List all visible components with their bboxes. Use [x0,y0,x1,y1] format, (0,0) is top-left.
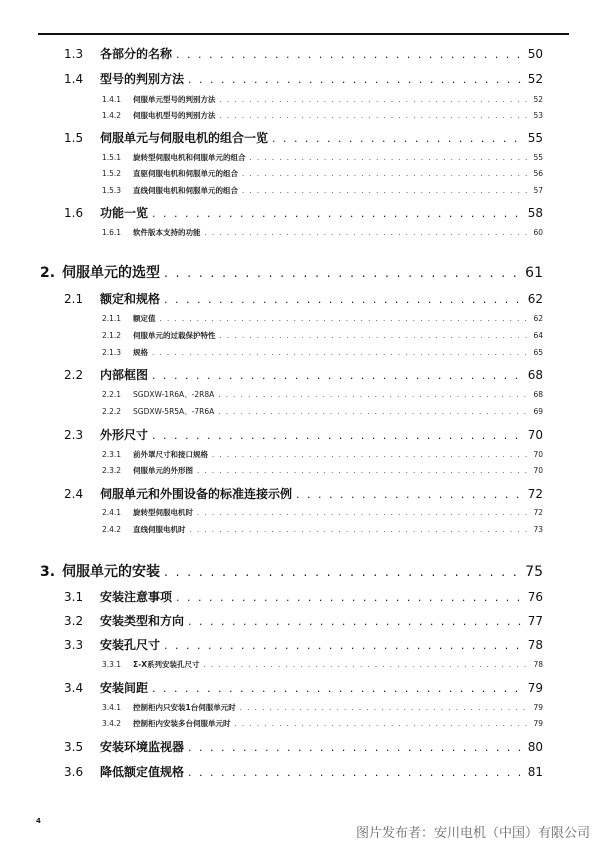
toc-leader [164,265,521,282]
toc-page: 52 [533,95,543,104]
toc-number: 3. [40,564,56,580]
toc-page: 81 [527,765,543,779]
toc-number: 3.3 [64,638,84,652]
toc-leader [164,638,524,653]
toc-title: SGDXW-1R6A、-2R8A [133,390,215,399]
toc-leader [205,228,530,238]
toc-leader [164,292,524,307]
toc-title: 安装类型和方向 [100,614,185,628]
toc-entry[interactable] [102,169,543,179]
toc-title: 额定值 [133,314,156,323]
toc-entry[interactable] [64,206,543,221]
toc-entry[interactable] [64,638,543,653]
toc-leader [152,681,524,696]
toc-number: 2.1.2 [102,331,122,340]
toc-page: 53 [533,111,543,120]
toc-entry[interactable] [102,111,543,121]
toc-leader [152,206,524,221]
toc-page: 70 [533,450,543,459]
toc-number: 2.1 [64,292,84,306]
toc-page: 68 [533,390,543,399]
toc-title: 安装孔尺寸 [100,638,161,652]
toc-leader [152,368,524,383]
toc-page: 55 [533,153,543,162]
toc-title: 伺服单元的过载保护特性 [133,331,216,340]
toc-title: 控制柜内只安装1台伺服单元时 [133,703,236,712]
toc-number: 2. [40,265,56,281]
toc-number: 3.4 [64,681,84,695]
toc-title: 旋转型伺服电机和伺服单元的组合 [133,153,246,162]
toc-title: 前外罩尺寸和接口规格 [133,450,208,459]
toc-page: 72 [533,508,543,517]
toc-entry[interactable] [102,95,543,105]
toc-title: 安装环境监视器 [100,740,185,754]
toc-page: 68 [527,368,543,382]
toc-entry[interactable] [64,614,543,629]
toc-number: 1.6.1 [102,228,122,237]
toc-title: 规格 [133,348,148,357]
toc-entry[interactable] [102,314,543,324]
toc-leader [197,466,529,476]
toc-title: 伺服单元的选型 [62,265,160,281]
toc-number: 3.4.1 [102,703,122,712]
toc-title: 控制柜内安装多台伺服单元时 [133,719,231,728]
toc-leader [220,111,530,121]
toc-entry[interactable] [102,508,543,518]
toc-title: 旋转型伺服电机时 [133,508,193,517]
toc-leader [188,72,524,87]
toc-page: 75 [525,564,543,580]
toc-title: 直线伺服电机时 [133,525,186,534]
toc-title: 功能一览 [100,206,149,220]
toc-number: 1.3 [64,47,84,61]
toc-number: 3.4.2 [102,719,122,728]
toc-entry[interactable] [102,466,543,476]
toc-number: 3.6 [64,765,84,779]
toc-leader [152,348,529,358]
toc-leader [272,131,524,146]
toc-title: 安装间距 [100,681,149,695]
page-number: 4 [36,817,41,825]
toc-number: 3.1 [64,590,84,604]
toc-page: 55 [527,131,543,145]
toc-page: 50 [527,47,543,61]
toc-page: 61 [525,265,543,281]
toc-number: 2.4 [64,487,84,501]
toc-page: 78 [527,638,543,652]
toc-entry[interactable] [102,186,543,196]
toc-number: 1.5.1 [102,153,122,162]
toc-title: 伺服单元的外形图 [133,466,193,475]
toc-number: 3.2 [64,614,84,628]
toc-entry[interactable] [102,390,543,400]
toc-entry[interactable] [102,525,543,535]
toc-entry[interactable] [64,765,543,780]
toc-number: 2.1.1 [102,314,122,323]
publisher-watermark: 图片发布者：安川电机（中国）有限公司 [355,826,590,841]
toc-leader [188,765,524,780]
toc-number: 2.4.2 [102,525,122,534]
toc-title: 内部框图 [100,368,149,382]
toc-leader [204,660,530,670]
toc-title: 直线伺服电机和伺服单元的组合 [133,186,238,195]
toc-entry[interactable] [64,292,543,307]
toc-title: 外形尺寸 [100,428,149,442]
toc-page: 56 [533,169,543,178]
toc-title: 伺服单元的安装 [62,564,160,580]
toc-leader [240,703,530,713]
toc-leader [220,95,530,105]
toc-title: 伺服单元和外围设备的标准连接示例 [100,487,293,501]
toc-entry[interactable] [102,703,543,713]
toc-title: 直驱伺服电机和伺服单元的组合 [133,169,238,178]
toc-entry[interactable] [64,72,543,87]
toc-page: 64 [533,331,543,340]
toc-page: 79 [533,719,543,728]
toc-number: 2.4.1 [102,508,122,517]
toc-page: 79 [533,703,543,712]
toc-page: 70 [527,428,543,442]
toc-entry[interactable] [64,740,543,755]
toc-title: SGDXW-5R5A、-7R6A [133,407,215,416]
toc-entry[interactable] [64,681,543,696]
toc-entry[interactable] [102,660,543,670]
toc-number: 1.4.1 [102,95,122,104]
toc-page: 77 [527,614,543,628]
toc-page: 78 [533,660,543,669]
toc-number: 1.5 [64,131,84,145]
toc-leader [164,564,521,581]
toc-title: 安装注意事项 [100,590,173,604]
toc-number: 3.5 [64,740,84,754]
toc-entry[interactable] [102,228,543,238]
toc-page: 60 [533,228,543,237]
toc-title: 软件版本支持的功能 [133,228,201,237]
toc-leader [197,508,529,518]
toc-number: 1.5.2 [102,169,122,178]
toc-entry[interactable] [64,47,543,62]
toc-title: 降低额定值规格 [100,765,185,779]
toc-entry[interactable] [64,487,543,502]
toc-leader [190,525,530,535]
toc-number: 2.2.1 [102,390,122,399]
toc-leader [220,331,530,341]
toc-title: 各部分的名称 [100,47,173,61]
toc-number: 2.2.2 [102,407,122,416]
toc-number: 1.4 [64,72,84,86]
toc-leader [218,390,529,400]
toc-title: 伺服单元型号的判别方法 [133,95,216,104]
toc-page: 62 [527,292,543,306]
toc-page: 62 [533,314,543,323]
toc-number: 1.4.2 [102,111,122,120]
toc-leader [160,314,530,324]
toc-leader [218,407,529,417]
toc-number: 2.3.1 [102,450,122,459]
toc-leader [176,590,524,605]
toc-leader [242,169,529,179]
toc-number: 3.3.1 [102,660,122,669]
toc-entry[interactable] [64,590,543,605]
toc-page: 52 [527,72,543,86]
toc-leader [188,740,524,755]
toc-leader [296,487,524,502]
toc-title: 额定和规格 [100,292,161,306]
toc-number: 1.5.3 [102,186,122,195]
toc-number: 2.3.2 [102,466,122,475]
toc-page: 80 [527,740,543,754]
toc-leader [242,186,529,196]
toc-title: Σ-X系列安装孔尺寸 [133,660,200,669]
toc-title: 伺服电机型号的判别方法 [133,111,216,120]
toc-entry[interactable] [64,428,543,443]
toc-number: 2.1.3 [102,348,122,357]
toc-leader [212,450,529,460]
toc-page: 57 [533,186,543,195]
toc-entry[interactable] [102,331,543,341]
toc-page: 58 [527,206,543,220]
toc-chapter[interactable] [40,265,543,282]
toc-page: 70 [533,466,543,475]
toc-leader [152,428,524,443]
toc-number: 1.6 [64,206,84,220]
toc-page: 72 [527,487,543,501]
toc-leader [250,153,530,163]
toc-title: 型号的判别方法 [100,72,185,86]
toc-entry[interactable] [102,153,543,163]
toc-entry[interactable] [102,348,543,358]
toc-leader [235,719,530,729]
toc-title: 伺服单元与伺服电机的组合一览 [100,131,269,145]
toc-leader [188,614,524,629]
toc-entry[interactable] [102,719,543,729]
toc-entry[interactable] [102,407,543,417]
toc-page: 65 [533,348,543,357]
toc-page: 76 [527,590,543,604]
toc-chapter[interactable] [40,564,543,581]
toc-number: 2.2 [64,368,84,382]
toc-entry[interactable] [64,131,543,146]
toc-page: 73 [533,525,543,534]
toc-leader [176,47,524,62]
toc-entry[interactable] [102,450,543,460]
toc-page: 69 [533,407,543,416]
toc-page: 79 [527,681,543,695]
toc-number: 2.3 [64,428,84,442]
toc-entry[interactable] [64,368,543,383]
